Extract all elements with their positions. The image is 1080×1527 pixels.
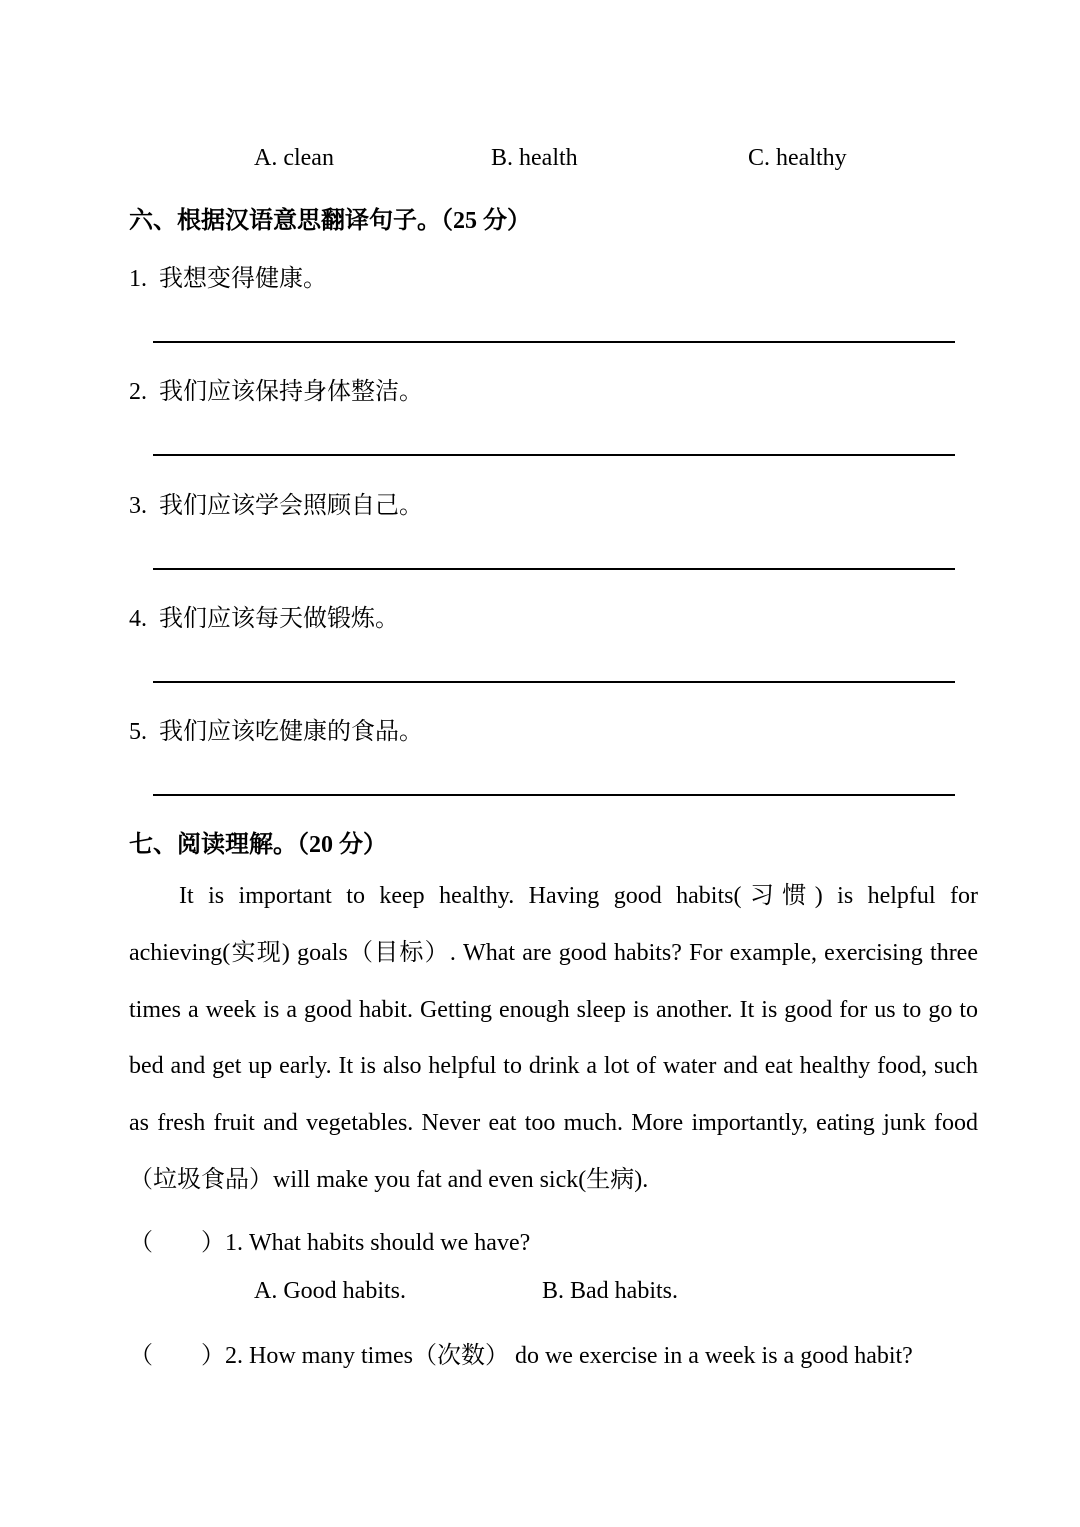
item-text: 我们应该学会照顾自己。 bbox=[159, 493, 423, 519]
answer-bracket[interactable]: （ ） bbox=[129, 1230, 225, 1256]
item-number: 5. bbox=[129, 719, 147, 745]
reading-passage: It is important to keep healthy. Having good habits(习惯) is helpful for achieving(实现) goals（目标）. What are good habits? For example, exercising three times a week is a good habit. Getting enough sleep is another. It is good for us to go to bed and get up early. It is also helpful to drink a lot of water and eat healthy food, such as fresh fruit and vegetables. Never eat too much. More importantly, eating junk food（垃圾食品）will make you fat and even sick(生病). bbox=[129, 883, 978, 1193]
option-b-health: B. health bbox=[491, 145, 578, 171]
answer-line-1[interactable] bbox=[153, 341, 955, 343]
section-6-heading: 六、根据汉语意思翻译句子。（25 分） bbox=[129, 208, 531, 234]
translation-item-5 bbox=[129, 711, 423, 746]
q1-option-b: B. Bad habits. bbox=[542, 1278, 678, 1304]
translation-item-3 bbox=[129, 485, 423, 520]
question-text: 2. How many times（次数） do we exercise in a week is a good habit? bbox=[225, 1343, 913, 1369]
item-text: 我们应该吃健康的食品。 bbox=[159, 719, 423, 745]
answer-bracket[interactable]: （ ） bbox=[129, 1343, 225, 1369]
item-text: 我想变得健康。 bbox=[159, 266, 327, 292]
item-number: 1. bbox=[129, 266, 147, 292]
answer-line-4[interactable] bbox=[153, 681, 955, 683]
item-text: 我们应该每天做锻炼。 bbox=[159, 606, 399, 632]
translation-item-1 bbox=[129, 258, 327, 293]
question-text: 1. What habits should we have? bbox=[225, 1230, 531, 1256]
answer-line-2[interactable] bbox=[153, 454, 955, 456]
question-1 bbox=[129, 1222, 530, 1257]
item-number: 3. bbox=[129, 493, 147, 519]
option-c-healthy: C. healthy bbox=[748, 145, 847, 171]
answer-line-5[interactable] bbox=[153, 794, 955, 796]
answer-line-3[interactable] bbox=[153, 568, 955, 570]
option-a-clean: A. clean bbox=[254, 145, 334, 171]
q1-option-a: A. Good habits. bbox=[254, 1278, 406, 1304]
section-7-heading: 七、阅读理解。（20 分） bbox=[129, 832, 387, 858]
translation-item-4 bbox=[129, 598, 399, 633]
item-number: 2. bbox=[129, 379, 147, 405]
question-2 bbox=[129, 1335, 913, 1370]
item-number: 4. bbox=[129, 606, 147, 632]
item-text: 我们应该保持身体整洁。 bbox=[159, 379, 423, 405]
translation-item-2 bbox=[129, 371, 423, 406]
